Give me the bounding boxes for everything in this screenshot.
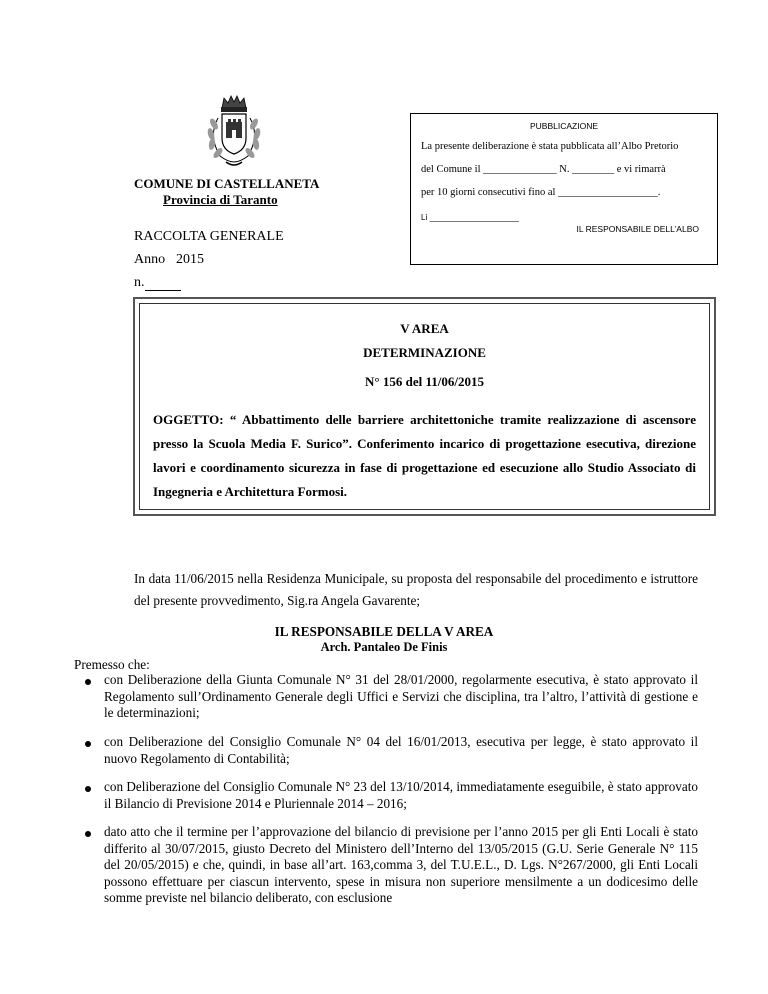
list-item-text: dato atto che il termine per l’approvazione del bilancio di previsione per l’anno 2015 per gli Enti Locali è stato differito al 30/07/2015, giusto Decreto del Ministero dell’Interno del 13/05/2015 (G.U. Serie Generale N° 115 del 20/05/2015) e che, quindi, in base all’art. 163,comma 3, del T.U.E.L., D. Lgs. N°267/2000, gli Enti Locali possono effettuare per ciascun intervento, spese in misura non superiore mensilmente a un dodicesimo delle somme previste nel bilancio deliberato, con esclusione [104, 824, 698, 905]
list-item-text: con Deliberazione della Giunta Comunale N° 31 del 28/01/2000, regolarmente esecutiva, è stato approvato il Regolamento sull’Ordinamento Generale degli Uffici e Servizi che disciplina, tra l’altro, l’attività di gestione e le determinazioni; [104, 672, 698, 720]
municipality-province: Provincia di Taranto [163, 192, 278, 207]
bullet-icon [85, 741, 91, 747]
publication-box [410, 113, 718, 265]
determination-box [133, 297, 716, 516]
publication-place-date: Lì ____________________ [421, 213, 519, 222]
publication-title: PUBBLICAZIONE [529, 121, 599, 131]
register-title: RACCOLTA GENERALE [134, 229, 284, 244]
intro-paragraph: In data 11/06/2015 nella Residenza Municipale, su proposta del responsabile del procedimento e istruttore del presente provvedimento, Sig.ra Angela Gavarente; [134, 571, 698, 608]
list-item-text: con Deliberazione del Consiglio Comunale N° 04 del 16/01/2013, esecutiva per legge, è stato approvato il nuovo Regolamento di Contabilità; [104, 734, 698, 766]
year-label: Anno [134, 252, 166, 267]
determination-area: V AREA [400, 321, 449, 336]
determination-subject: OGGETTO: “ Abbattimento delle barriere architettoniche tramite realizzazione di ascensore presso la Scuola Media F. Surico”. Conferimento incarico di progettazione esecutiva, direzione lavori e coordinamento sicurezza in fase di progettazione ed esecuzione allo Studio Associato di Ingegneria e Architettura Formosi. [153, 412, 696, 499]
responsible-name: Arch. Pantaleo De Finis [320, 640, 448, 654]
determination-title: DETERMINAZIONE [363, 345, 486, 360]
publication-line-3: per 10 giorni consecutivi fino al ___________________. [421, 187, 661, 198]
publication-line-2: del Comune il ______________ N. ________ e vi rimarrà [421, 164, 666, 175]
number-label: n. [134, 275, 145, 290]
premesso-heading: Premesso che: [74, 657, 150, 672]
determination-inner-frame [139, 303, 710, 510]
bullet-icon [85, 679, 91, 685]
year-value: 2015 [176, 252, 204, 267]
list-item-text: con Deliberazione del Consiglio Comunale N° 23 del 13/10/2014, immediatamente eseguibile, è stato approvato il Bilancio di Previsione 2014 e Pluriennale 2014 – 2016; [104, 779, 698, 811]
determination-number: N° 156 del 11/06/2015 [365, 374, 484, 389]
number-blank-line [145, 290, 181, 291]
publication-line-1: La presente deliberazione è stata pubblicata all’Albo Pretorio [421, 141, 679, 152]
responsible-title: IL RESPONSABILE DELLA V AREA [274, 624, 494, 639]
municipality-name: COMUNE DI CASTELLANETA [134, 176, 320, 191]
bullet-icon [85, 831, 91, 837]
publication-responsible: IL RESPONSABILE DELL’ALBO [576, 224, 699, 234]
coat-of-arms-emblem [198, 92, 270, 174]
bullet-icon [85, 786, 91, 792]
